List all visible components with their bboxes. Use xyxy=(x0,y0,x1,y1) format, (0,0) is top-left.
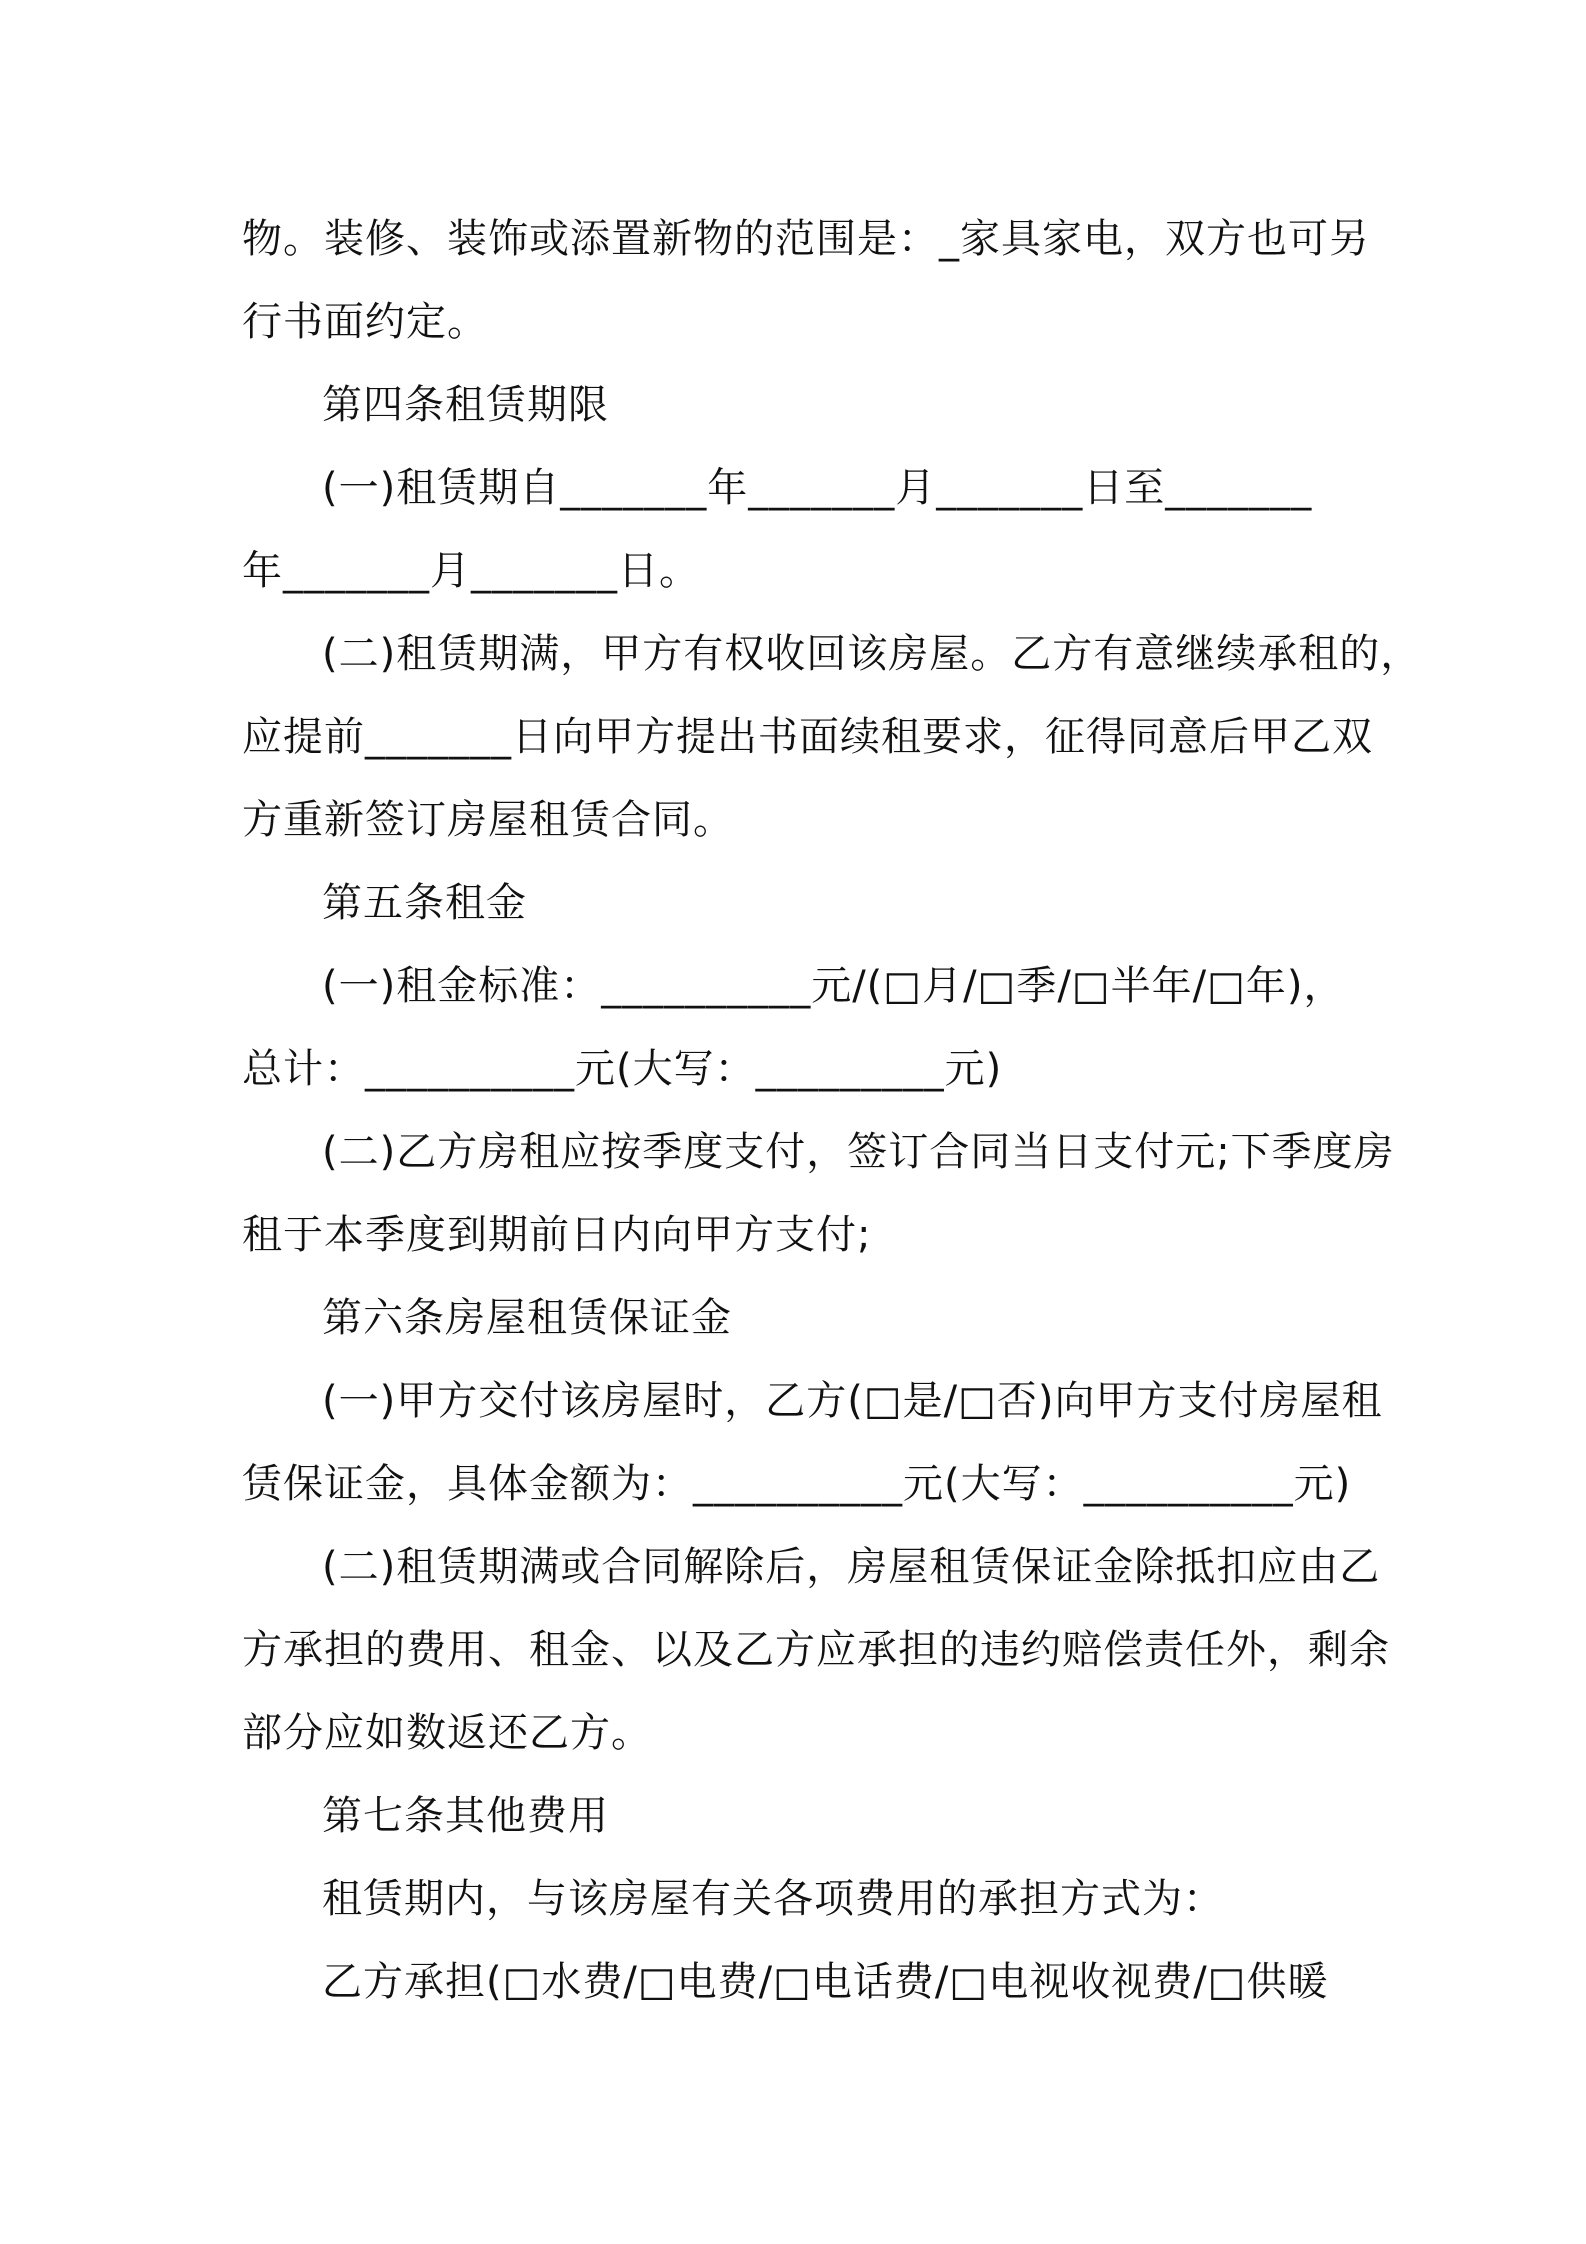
section-heading xyxy=(242,364,1352,447)
text-line: 年_______月_______日。 xyxy=(242,548,700,594)
heading-text: 第六条房屋租赁保证金 xyxy=(322,1295,732,1341)
text-line: 应提前_______日向甲方提出书面续租要求，征得同意后甲乙双 xyxy=(242,714,1373,760)
paragraph xyxy=(242,1360,1383,1526)
document-page xyxy=(242,198,1422,2024)
heading-text: 第四条租赁期限 xyxy=(322,382,609,428)
text-line: 方承担的费用、租金、以及乙方应承担的违约赔偿责任外，剩余 xyxy=(242,1627,1390,1673)
paragraph xyxy=(242,945,1352,1111)
text-line: (一)租赁期自_______年_______月_______日至_______ xyxy=(322,465,1313,511)
section-heading xyxy=(242,1775,1352,1858)
section-heading xyxy=(242,1277,1352,1360)
heading-text: 第五条租金 xyxy=(322,880,527,926)
paragraph xyxy=(242,1111,1395,1277)
text-line: 行书面约定。 xyxy=(242,299,488,345)
paragraph xyxy=(242,447,1352,613)
text-line: (二)乙方房租应按季度支付，签订合同当日支付元;下季度房 xyxy=(322,1129,1395,1175)
text-line: 赁保证金，具体金额为：__________元(大写：__________元) xyxy=(242,1461,1352,1507)
paragraph xyxy=(242,613,1422,862)
text-line: (一)甲方交付该房屋时，乙方(□是/□否)向甲方支付房屋租 xyxy=(322,1378,1383,1424)
text-line: 物。装修、装饰或添置新物的范围是：_家具家电，双方也可另 xyxy=(242,216,1370,262)
text-line: 租于本季度到期前日内向甲方支付; xyxy=(242,1212,872,1258)
text-line: (二)租赁期满或合同解除后，房屋租赁保证金除抵扣应由乙 xyxy=(322,1544,1381,1590)
text-line: (一)租金标准：__________元/(□月/□季/□半年/□年)， xyxy=(322,963,1345,1009)
text-line: (二)租赁期满，甲方有权收回该房屋。乙方有意继续承租的， xyxy=(322,631,1422,677)
paragraph xyxy=(242,198,1370,364)
section-heading xyxy=(242,862,1352,945)
text-line: 租赁期内，与该房屋有关各项费用的承担方式为： xyxy=(322,1876,1224,1922)
paragraph xyxy=(242,1941,1352,2024)
paragraph xyxy=(242,1858,1352,1941)
text-line: 方重新签订房屋租赁合同。 xyxy=(242,797,734,843)
heading-text: 第七条其他费用 xyxy=(322,1793,609,1839)
text-line: 部分应如数返还乙方。 xyxy=(242,1710,652,1756)
text-line: 总计：__________元(大写：_________元) xyxy=(242,1046,1003,1092)
paragraph xyxy=(242,1526,1390,1775)
text-line: 乙方承担(□水费/□电费/□电话费/□电视收视费/□供暖 xyxy=(322,1959,1329,2005)
